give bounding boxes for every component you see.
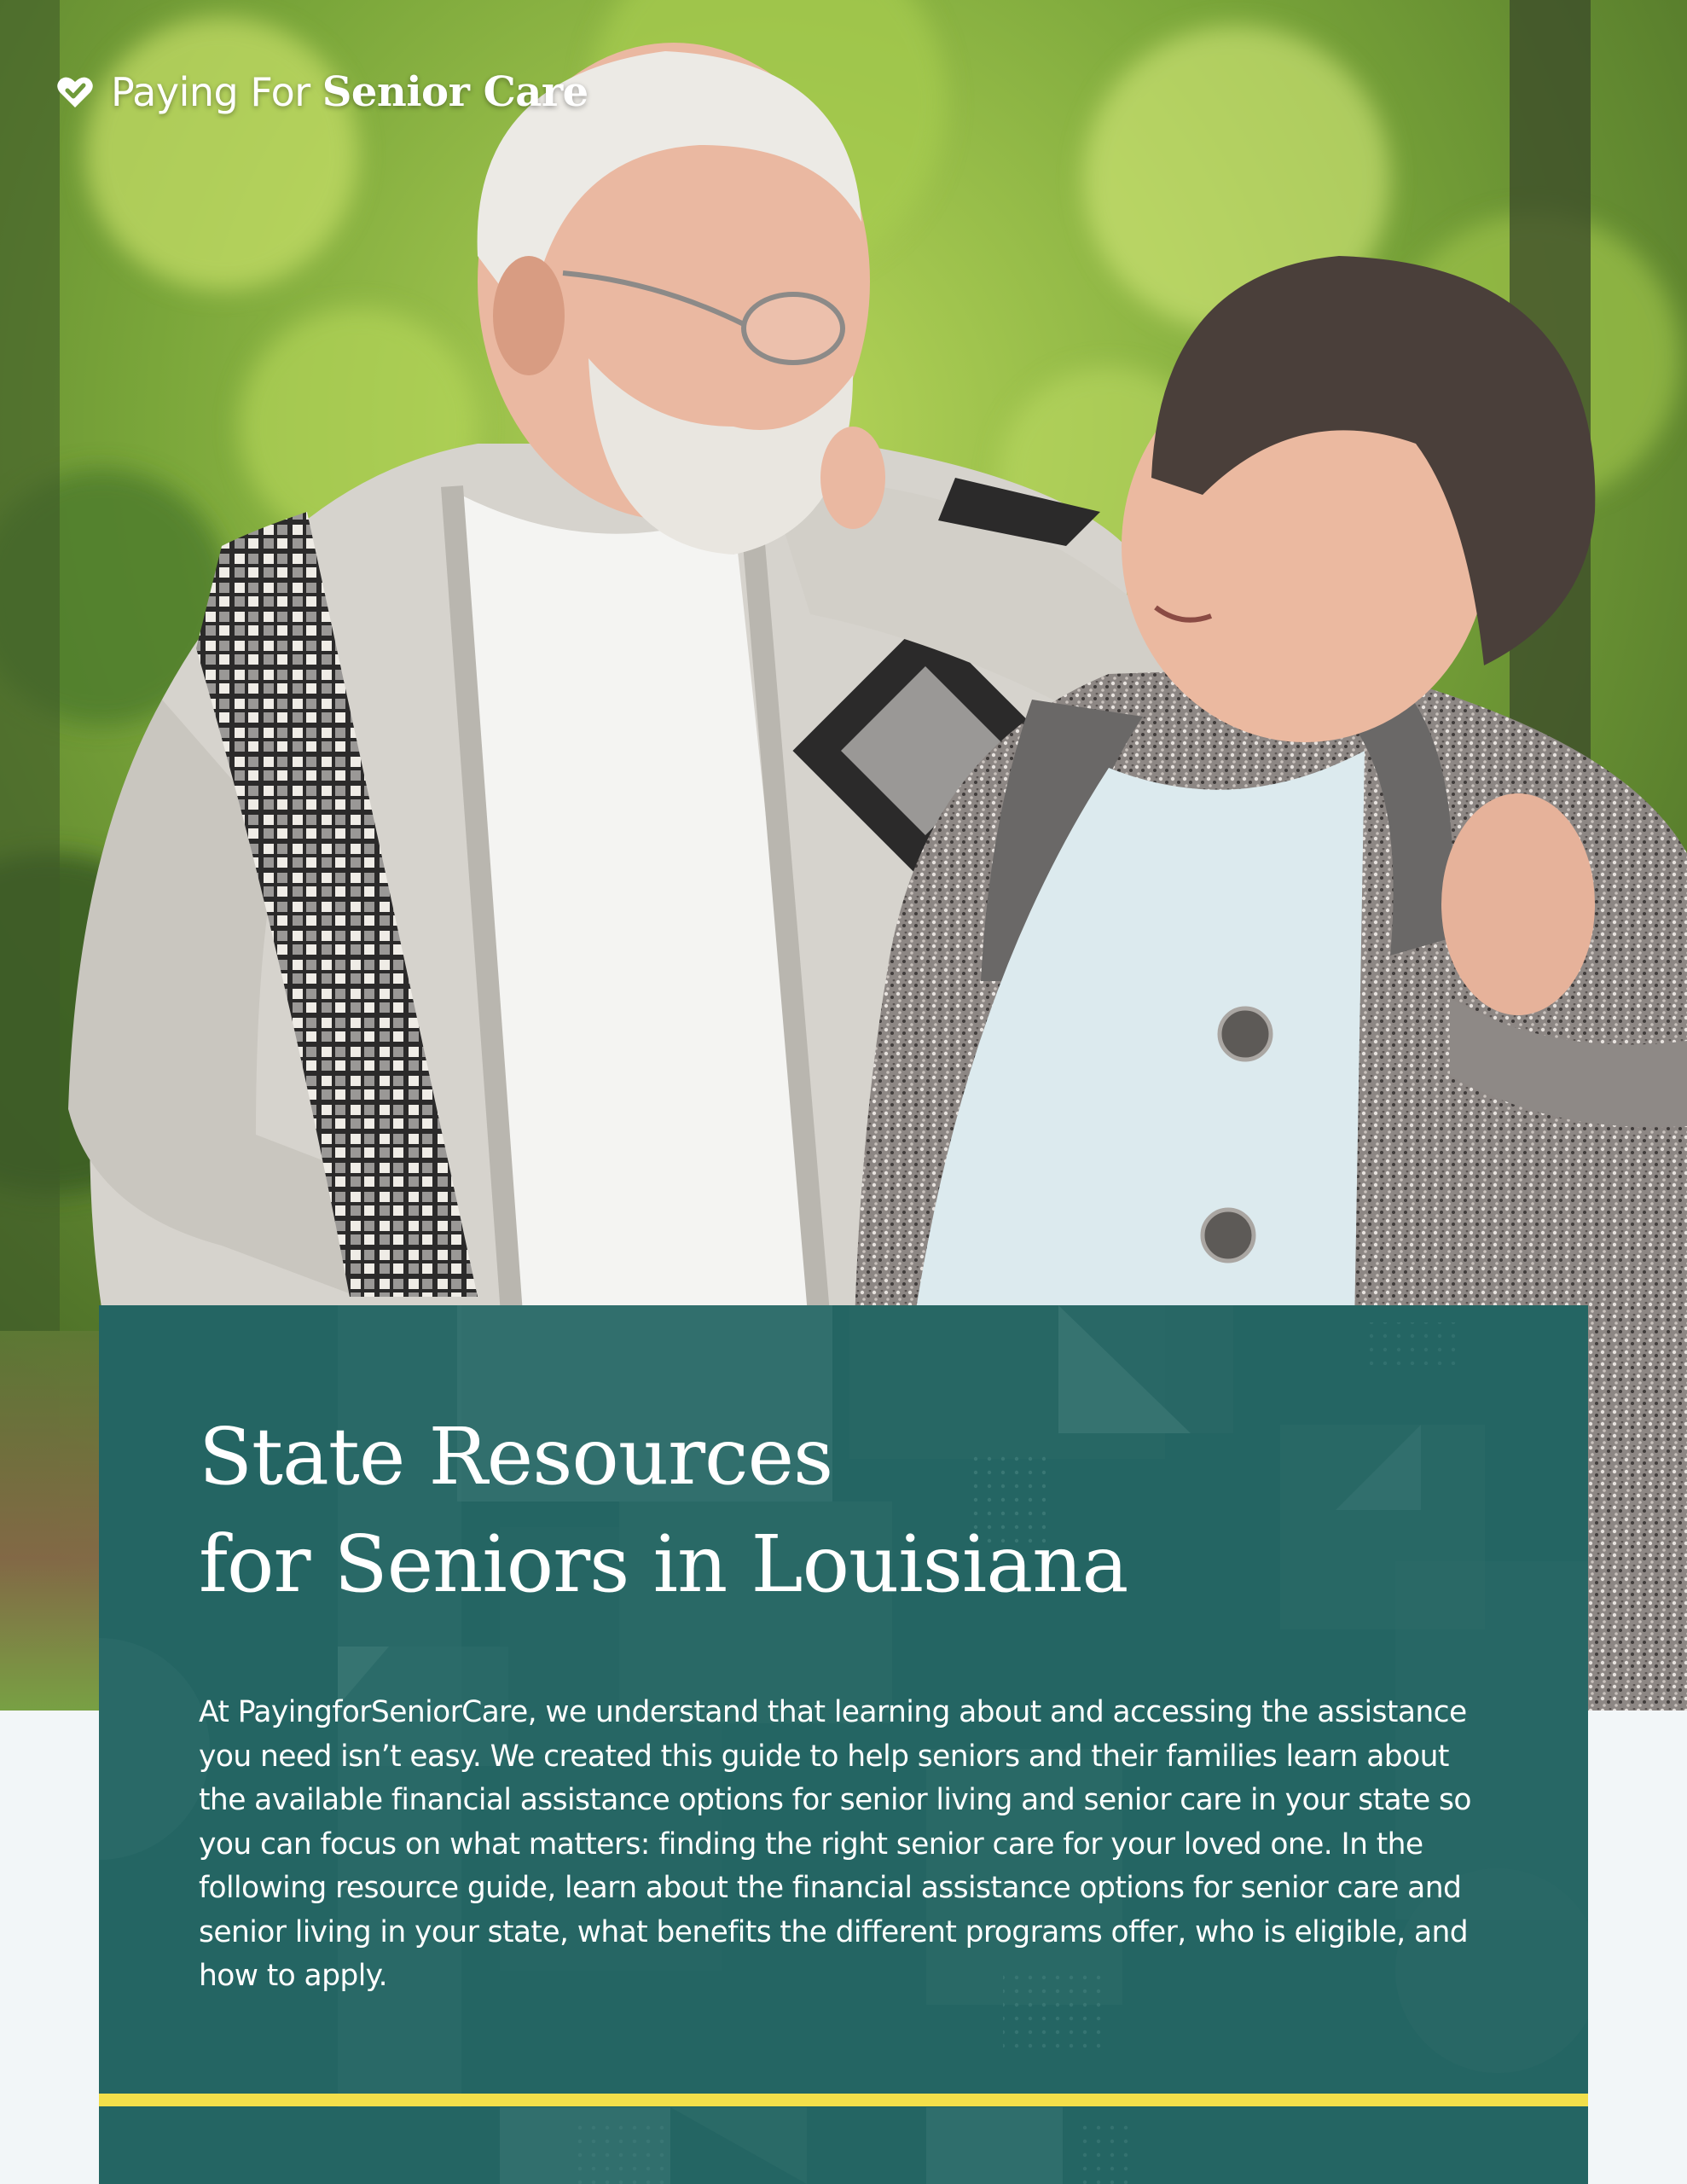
brand-logo	[55, 67, 588, 118]
page-title-line-1: State Resources	[199, 1411, 833, 1502]
intro-card	[99, 1305, 1588, 2184]
brand-name-light: Paying For	[111, 69, 310, 115]
brand-name-bold: Senior Care	[322, 68, 588, 116]
page-title-line-2: for Seniors in Louisiana	[199, 1519, 1128, 1610]
accent-rule	[99, 2094, 1588, 2106]
heart-check-icon	[55, 72, 96, 113]
page-title	[199, 1403, 1128, 1618]
intro-paragraph: At PayingforSeniorCare, we understand that learning about and accessing the assistance you need isn’t easy. We created this guide to help seniors and their families learn about the available financial assistance options for senior living and senior care in your state so you can focus on what matters: finding the right senior care for your loved one. In the following resource guide, learn about the financial assistance options for senior care and senior living in your state, what benefits the different programs offer, who is eligible, and how to apply.	[199, 1695, 1471, 1993]
